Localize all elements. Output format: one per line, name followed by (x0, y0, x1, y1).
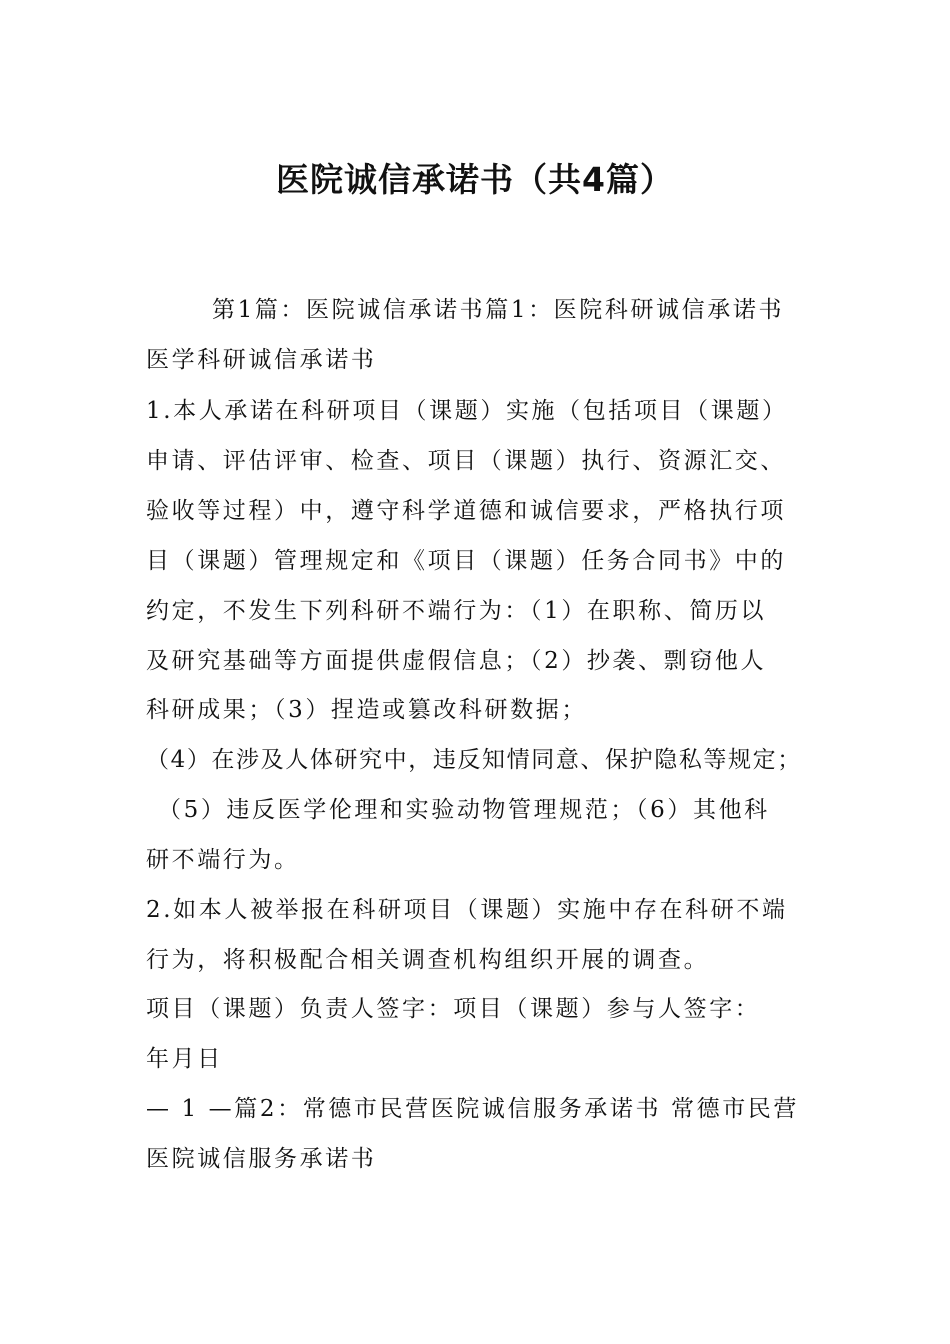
paragraph-line-12: 研不端行为。 (146, 847, 300, 873)
document-title: 医院诚信承诺书（共4篇） (276, 160, 674, 199)
paragraph-line-13: 2.如本人被举报在科研项目（课题）实施中存在科研不端 (146, 897, 788, 923)
paragraph-line-4: 申请、评估评审、检查、项目（课题）执行、资源汇交、 (146, 448, 786, 474)
paragraph-line-18: 医院诚信服务承诺书 (146, 1146, 377, 1172)
paragraph-line-3: 1.本人承诺在科研项目（课题）实施（包括项目（课题） (146, 398, 788, 424)
paragraph-line-16: 年月日 (146, 1046, 223, 1072)
paragraph-line-17: — 1 —篇2：常德市民营医院诚信服务承诺书 常德市民营 (146, 1096, 799, 1122)
paragraph-line-11: （5）违反医学伦理和实验动物管理规范；（6）其他科 (158, 797, 770, 823)
paragraph-line-9: 科研成果；（3）捏造或篡改科研数据； (146, 697, 587, 723)
paragraph-line-6: 目（课题）管理规定和《项目（课题）任务合同书》中的 (146, 548, 786, 574)
paragraph-line-7: 约定，不发生下列科研不端行为：（1）在职称、简历以 (146, 598, 767, 624)
paragraph-line-14: 行为，将积极配合相关调查机构组织开展的调查。 (146, 947, 710, 973)
paragraph-line-1: 第1篇：医院诚信承诺书篇1：医院科研诚信承诺书 (212, 297, 785, 323)
paragraph-line-8: 及研究基础等方面提供虚假信息；（2）抄袭、剽窃他人 (146, 648, 767, 674)
paragraph-line-2: 医学科研诚信承诺书 (146, 347, 377, 373)
paragraph-line-5: 验收等过程）中，遵守科学道德和诚信要求，严格执行项 (146, 498, 786, 524)
paragraph-line-15: 项目（课题）负责人签字：项目（课题）参与人签字： (146, 996, 761, 1022)
paragraph-line-10: （4）在涉及人体研究中，违反知情同意、保护隐私等规定； (146, 747, 802, 773)
